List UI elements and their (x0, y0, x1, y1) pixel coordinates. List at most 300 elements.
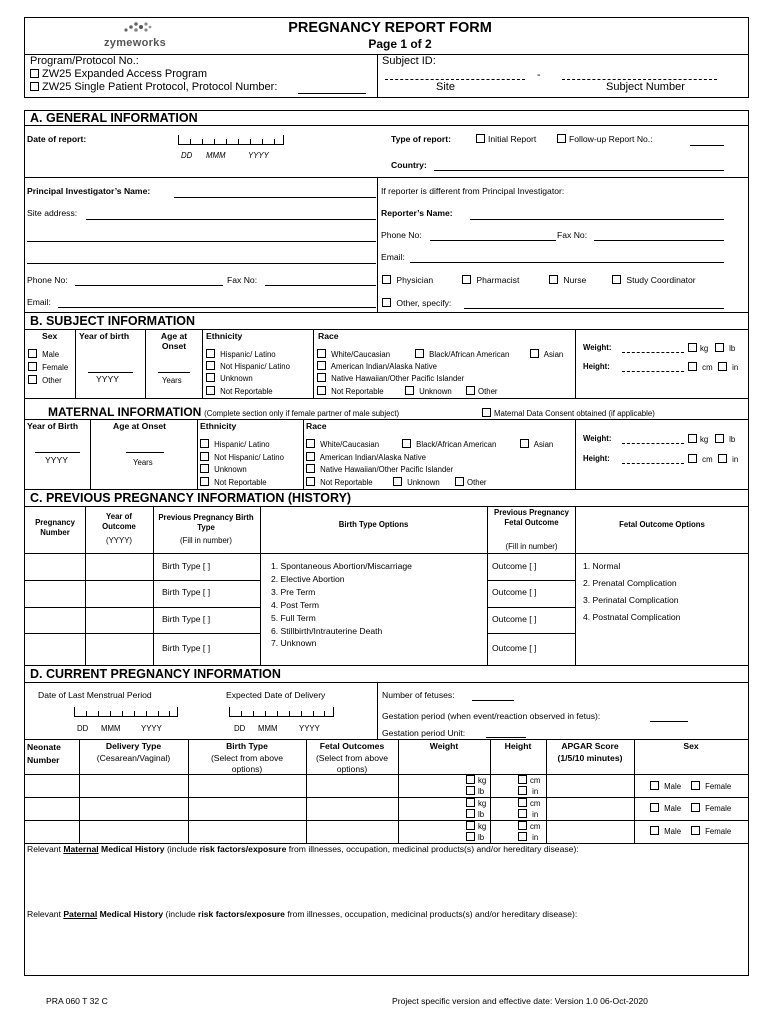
subject-id-label: Subject ID: (382, 55, 436, 67)
fetal-option-2: 2. Prenatal Complication (583, 578, 677, 588)
c-outcome-2[interactable]: Outcome [ ] (492, 587, 537, 597)
row1-male-checkbox[interactable] (650, 781, 659, 790)
pi-name-field[interactable] (174, 197, 376, 198)
race-white-label: White/Caucasian (331, 350, 391, 359)
row3-male-checkbox[interactable] (650, 826, 659, 835)
physician-checkbox[interactable] (382, 275, 391, 284)
mat-race-amind[interactable] (306, 452, 426, 462)
sex-female-checkbox[interactable] (28, 362, 37, 371)
weight-kg-label: kg (700, 344, 709, 353)
row1-in-label: in (532, 787, 539, 796)
c-birthtype-1[interactable]: Birth Type [ ] (162, 561, 211, 571)
site-address-field-2[interactable] (27, 241, 376, 242)
other-reporter-label: Other, specify: (396, 298, 452, 308)
followup-number-field[interactable] (690, 145, 724, 146)
other-reporter-field[interactable] (464, 308, 724, 309)
maternal-top (24, 398, 749, 399)
mat-race-black[interactable] (402, 439, 496, 449)
mat-eth-opt-1-checkbox[interactable] (200, 439, 209, 448)
race-white-checkbox[interactable] (317, 349, 326, 358)
num-fetuses-field[interactable] (472, 700, 514, 701)
paternal-history-label (27, 909, 577, 919)
row2-lb-checkbox[interactable] (466, 809, 475, 818)
paternal-history-title: Medical History (97, 909, 164, 919)
c-row3 (24, 633, 260, 634)
site-field[interactable] (385, 79, 525, 80)
mat-eth-opt-3-label: Unknown (214, 465, 247, 474)
c-outcome-4[interactable]: Outcome [ ] (492, 643, 537, 653)
nurse-label: Nurse (563, 275, 587, 285)
row2-female[interactable] (691, 803, 731, 813)
mat-race-hawaii[interactable] (306, 464, 453, 474)
mat-eth-opt-4-checkbox[interactable] (200, 477, 209, 486)
row3-lb[interactable] (466, 832, 484, 842)
c-h-fetal-sub: (Fill in number) (505, 542, 558, 551)
reporter-email-label: Email: (381, 252, 405, 262)
c-row2b (487, 607, 575, 608)
reporter-name-field[interactable] (470, 219, 724, 220)
race-unknown-checkbox[interactable] (405, 386, 414, 395)
row2-female-checkbox[interactable] (691, 803, 700, 812)
d-h-neonate: Neonate Number (27, 742, 61, 765)
row3-in-checkbox[interactable] (518, 832, 527, 841)
physician-label: Physician (396, 275, 434, 285)
sex-female-label: Female (42, 363, 69, 372)
initial-report-option[interactable] (476, 134, 536, 144)
c-birthtype-3[interactable]: Birth Type [ ] (162, 614, 211, 624)
mat-ethnicity-header: Ethnicity (200, 421, 237, 431)
race-black-checkbox[interactable] (415, 349, 424, 358)
row3-female[interactable] (691, 826, 731, 836)
mat-weight-kg-checkbox[interactable] (688, 434, 697, 443)
row2-cm-checkbox[interactable] (518, 798, 527, 807)
mat-weight-lb-checkbox[interactable] (715, 434, 724, 443)
section-a-rule (24, 125, 749, 126)
maternal-rule (24, 419, 749, 420)
row2-lb-label: lb (478, 810, 485, 819)
c-h-opts: Birth Type Options (338, 520, 409, 529)
paternal-history-field[interactable] (26, 922, 746, 974)
section-a-vdivider (377, 177, 378, 312)
row1-in[interactable] (518, 786, 538, 796)
race-black[interactable] (415, 349, 509, 359)
mat-weight-kg[interactable] (688, 434, 708, 444)
study-coord-checkbox[interactable] (612, 275, 621, 284)
eth-opt-2-checkbox[interactable] (206, 361, 215, 370)
row3-kg-checkbox[interactable] (466, 821, 475, 830)
site-address-field-1[interactable] (86, 219, 376, 220)
program-opt2-checkbox[interactable] (30, 82, 39, 91)
d-row2 (24, 820, 749, 821)
c-row1b (487, 580, 575, 581)
row3-cm-checkbox[interactable] (518, 821, 527, 830)
birth-option-4: 4. Post Term (271, 600, 320, 610)
race-hawaii-checkbox[interactable] (317, 373, 326, 382)
lmp-date-field[interactable] (74, 707, 178, 717)
followup-report-label: Follow-up Report No.: (569, 134, 653, 144)
mat-height-in[interactable] (718, 454, 738, 464)
header-vdivider (377, 54, 378, 98)
m-v1 (90, 419, 91, 489)
edd-date-field[interactable] (229, 707, 334, 717)
eth-opt-2-label: Not Hispanic/ Latino (220, 362, 290, 371)
sex-other-label: Other (42, 376, 62, 385)
d-v2 (188, 739, 189, 843)
row2-in-checkbox[interactable] (518, 809, 527, 818)
yob-field[interactable] (88, 372, 133, 373)
eth-opt-3-label: Unknown (220, 374, 253, 383)
pharmacist-option[interactable] (462, 275, 519, 285)
row2-cm-label: cm (530, 799, 541, 808)
lmp-mmm-hint: MMM (101, 724, 121, 733)
lmp-dd-hint: DD (77, 724, 89, 733)
race-other-label: Other (478, 387, 498, 396)
eth-opt-1[interactable] (206, 349, 276, 359)
race-asian-label: Asian (543, 350, 564, 359)
height-cm-checkbox[interactable] (688, 362, 697, 371)
row2-lb[interactable] (466, 809, 484, 819)
row1-kg-checkbox[interactable] (466, 775, 475, 784)
logo-text: zymeworks (104, 37, 167, 49)
section-d-top (24, 665, 749, 666)
row2-in-label: in (532, 810, 539, 819)
height-in-checkbox[interactable] (718, 362, 727, 371)
birth-option-3: 3. Pre Term (271, 587, 316, 597)
eth-opt-2[interactable] (206, 361, 290, 371)
form-title: PREGNANCY REPORT FORM (288, 20, 492, 36)
row2-kg-label: kg (478, 799, 487, 808)
row1-female-label: Female (705, 782, 732, 791)
paternal-history-word: Paternal (63, 909, 98, 919)
gestation-unit-field[interactable] (486, 737, 526, 738)
mat-yob-header: Year of Birth (27, 421, 79, 431)
d-h-birthtype: Birth Type (226, 741, 268, 751)
gestation-unit-label: Gestation period Unit: (382, 728, 466, 738)
edd-dd-hint: DD (234, 724, 246, 733)
row1-cm[interactable] (518, 775, 540, 785)
row1-female-checkbox[interactable] (691, 781, 700, 790)
country-field[interactable] (434, 170, 724, 171)
race-notrep[interactable] (317, 386, 384, 396)
section-c-rule (24, 506, 749, 507)
mat-race-white-checkbox[interactable] (306, 439, 315, 448)
row1-female[interactable] (691, 781, 731, 791)
version-info: Project specific version and effective date: Version 1.0 06-Oct-2020 (392, 996, 648, 1006)
reporter-fax-field[interactable] (594, 240, 724, 241)
row3-in[interactable] (518, 832, 538, 842)
c-birthtype-4[interactable]: Birth Type [ ] (162, 643, 211, 653)
mat-age-field[interactable] (126, 452, 164, 453)
row2-in[interactable] (518, 809, 538, 819)
maternal-history-pre: Relevant (27, 844, 64, 854)
initial-report-checkbox[interactable] (476, 134, 485, 143)
paternal-history-risk: risk factors/exposure (198, 909, 285, 919)
d-h-height: Height (504, 741, 532, 751)
row3-male-label: Male (664, 827, 682, 836)
row3-male[interactable] (650, 826, 681, 836)
race-amind[interactable] (317, 361, 437, 371)
race-unknown[interactable] (405, 386, 452, 396)
study-coord-option[interactable] (612, 275, 696, 285)
age-onset-field[interactable] (158, 372, 190, 373)
d-h-fetal-sub: (Select from above options) (315, 753, 389, 774)
pi-fax-field[interactable] (265, 285, 376, 286)
form-code: PRA 060 T 32 C (46, 996, 108, 1006)
mat-race-notrep-checkbox[interactable] (306, 477, 315, 486)
section-a-rule2 (24, 177, 749, 178)
gestation-field[interactable] (650, 721, 688, 722)
c-v1 (85, 506, 86, 665)
mat-height-label: Height: (583, 454, 610, 463)
race-other-checkbox[interactable] (466, 386, 475, 395)
mat-yob-field[interactable] (35, 452, 80, 453)
d-h-birthtype-sub: (Select from above options) (210, 753, 284, 774)
race-notrep-label: Not Reportable (331, 387, 384, 396)
c-v5 (575, 506, 576, 665)
date-yyyy-hint: YYYY (248, 151, 269, 160)
age-years-hint: Years (162, 376, 182, 385)
mat-race-unknown[interactable] (393, 477, 440, 487)
mat-height-cm-checkbox[interactable] (688, 454, 697, 463)
section-c-title: C. PREVIOUS PREGNANCY INFORMATION (HISTORY) (30, 491, 352, 505)
fetal-option-3: 3. Perinatal Complication (583, 595, 679, 605)
row3-cm[interactable] (518, 821, 540, 831)
mat-eth-opt-2[interactable] (200, 452, 284, 462)
mat-height-cm-label: cm (702, 455, 713, 464)
maternal-history-post: from illnesses, occupation, medicinal products(s) and/or hereditary disease): (286, 844, 579, 854)
protocol-number-field[interactable] (298, 93, 366, 94)
pi-phone-field[interactable] (75, 285, 223, 286)
row3-lb-label: lb (478, 833, 485, 842)
section-d-rule (24, 682, 749, 683)
row2-kg[interactable] (466, 798, 486, 808)
mat-height-field[interactable] (622, 463, 684, 464)
section-c-top (24, 489, 749, 490)
mat-weight-field[interactable] (622, 443, 684, 444)
site-address-field-3[interactable] (27, 263, 376, 264)
program-opt1[interactable] (30, 68, 207, 80)
mat-height-in-checkbox[interactable] (718, 454, 727, 463)
mat-eth-opt-2-label: Not Hispanic/ Latino (214, 453, 284, 462)
section-b-title: B. SUBJECT INFORMATION (30, 314, 196, 328)
row1-lb[interactable] (466, 786, 484, 796)
mat-weight-lb-label: lb (729, 435, 736, 444)
race-amind-label: American Indian/Alaska Native (330, 362, 437, 371)
row1-cm-label: cm (530, 776, 541, 785)
mat-race-black-checkbox[interactable] (402, 439, 411, 448)
num-fetuses-label: Number of fetuses: (382, 690, 455, 700)
row3-in-label: in (532, 833, 539, 842)
sex-male-label: Male (42, 350, 60, 359)
section-b-rule (24, 329, 749, 330)
race-white[interactable] (317, 349, 390, 359)
race-notrep-checkbox[interactable] (317, 386, 326, 395)
date-of-report-field[interactable] (178, 135, 284, 145)
row1-kg[interactable] (466, 775, 486, 785)
mat-race-other-checkbox[interactable] (455, 477, 464, 486)
edd-label: Expected Date of Delivery (226, 690, 326, 700)
mat-eth-opt-1-label: Hispanic/ Latino (214, 440, 270, 449)
subject-number-field[interactable] (562, 79, 717, 80)
site-label: Site (436, 81, 455, 93)
nurse-checkbox[interactable] (549, 275, 558, 284)
row3-kg-label: kg (478, 822, 487, 831)
mat-weight-lb[interactable] (715, 434, 735, 444)
mat-race-hawaii-checkbox[interactable] (306, 464, 315, 473)
race-other[interactable] (466, 386, 498, 396)
other-reporter-option[interactable] (382, 298, 451, 308)
maternal-consent-checkbox[interactable] (482, 408, 491, 417)
mat-race-amind-checkbox[interactable] (306, 452, 315, 461)
b-v3 (202, 329, 203, 398)
race-hawaii[interactable] (317, 373, 464, 383)
birth-option-6: 6. Stillbirth/Intrauterine Death (271, 626, 383, 636)
c-v2 (153, 506, 154, 665)
row2-male-label: Male (664, 804, 682, 813)
weight-kg-checkbox[interactable] (688, 343, 697, 352)
weight-field[interactable] (622, 352, 684, 353)
row2-kg-checkbox[interactable] (466, 798, 475, 807)
mat-race-other[interactable] (455, 477, 487, 487)
maternal-history-word: Maternal (63, 844, 99, 854)
mat-eth-opt-4-label: Not Reportable (214, 478, 267, 487)
subject-number-label: Subject Number (606, 81, 685, 93)
row3-female-label: Female (705, 827, 732, 836)
eth-opt-3[interactable] (206, 373, 253, 383)
weight-lb-checkbox[interactable] (715, 343, 724, 352)
c-h-birth-sub: (Fill in number) (180, 536, 232, 545)
weight-lb-label: lb (729, 344, 736, 353)
row2-male-checkbox[interactable] (650, 803, 659, 812)
row1-male[interactable] (650, 781, 681, 791)
race-amind-checkbox[interactable] (317, 361, 326, 370)
c-h-number: Pregnancy Number (35, 518, 75, 537)
reporter-email-field[interactable] (410, 262, 724, 263)
birth-option-5: 5. Full Term (271, 613, 316, 623)
sex-male-option[interactable] (28, 349, 59, 359)
yob-header: Year of birth (79, 331, 130, 341)
mat-race-notrep[interactable] (306, 477, 373, 487)
m-v4 (575, 419, 576, 489)
row3-lb-checkbox[interactable] (466, 832, 475, 841)
d-v4 (398, 739, 399, 843)
race-unknown-label: Unknown (419, 387, 452, 396)
reporter-phone-label: Phone No: (381, 230, 422, 240)
sex-other-checkbox[interactable] (28, 375, 37, 384)
mat-weight-label: Weight: (583, 434, 612, 443)
mat-race-asian-checkbox[interactable] (520, 439, 529, 448)
eth-opt-1-checkbox[interactable] (206, 349, 215, 358)
row2-male[interactable] (650, 803, 681, 813)
edd-mmm-hint: MMM (258, 724, 278, 733)
followup-report-checkbox[interactable] (557, 134, 566, 143)
mat-age-header: Age at Onset (113, 421, 167, 431)
height-in[interactable] (718, 362, 738, 372)
other-reporter-checkbox[interactable] (382, 298, 391, 307)
row1-cm-checkbox[interactable] (518, 775, 527, 784)
program-opt2[interactable] (30, 81, 277, 93)
row1-kg-label: kg (478, 776, 487, 785)
row2-cm[interactable] (518, 798, 540, 808)
c-v3 (260, 506, 261, 665)
study-coord-label: Study Coordinator (626, 275, 696, 285)
mat-race-unknown-checkbox[interactable] (393, 477, 402, 486)
reporter-fax-label: Fax No: (557, 230, 588, 240)
program-opt2-label: ZW25 Single Patient Protocol, Protocol Number: (42, 81, 278, 93)
edd-yyyy-hint: YYYY (299, 724, 320, 733)
d-h-delivery: Delivery Type (105, 741, 162, 751)
row2-female-label: Female (705, 804, 732, 813)
nurse-option[interactable] (549, 275, 586, 285)
race-asian-checkbox[interactable] (530, 349, 539, 358)
eth-opt-3-checkbox[interactable] (206, 373, 215, 382)
sex-other-option[interactable] (28, 375, 62, 385)
followup-report-option[interactable] (557, 134, 653, 144)
mat-race-amind-label: American Indian/Alaska Native (319, 453, 426, 462)
c-outcome-1[interactable]: Outcome [ ] (492, 561, 537, 571)
height-cm[interactable] (688, 362, 713, 372)
mat-eth-opt-3-checkbox[interactable] (200, 464, 209, 473)
fetal-option-1: 1. Normal (583, 561, 621, 571)
d-h-fetal: Fetal Outcomes (319, 741, 385, 751)
mat-race-asian[interactable] (520, 439, 553, 449)
c-birthtype-2[interactable]: Birth Type [ ] (162, 587, 211, 597)
pi-email-field[interactable] (58, 307, 376, 308)
sex-male-checkbox[interactable] (28, 349, 37, 358)
weight-kg[interactable] (688, 343, 708, 353)
c-h-year-sub: (YYYY) (106, 536, 132, 545)
m-v3 (303, 419, 304, 489)
mat-eth-opt-3[interactable] (200, 464, 247, 474)
program-opt1-checkbox[interactable] (30, 69, 39, 78)
maternal-history-field[interactable] (26, 857, 746, 907)
reporter-phone-field[interactable] (430, 240, 556, 241)
sex-female-option[interactable] (28, 362, 68, 372)
mat-height-cm[interactable] (688, 454, 713, 464)
mat-race-white[interactable] (306, 439, 379, 449)
physician-option[interactable] (382, 275, 433, 285)
c-outcome-3[interactable]: Outcome [ ] (492, 614, 537, 624)
weight-lb[interactable] (715, 343, 735, 353)
mat-eth-opt-2-checkbox[interactable] (200, 452, 209, 461)
paternal-history-mid: (include (163, 909, 199, 919)
d-h-apgar: APGAR Score (561, 741, 619, 751)
row3-female-checkbox[interactable] (691, 826, 700, 835)
c-row1 (24, 580, 260, 581)
paternal-history-post: from illnesses, occupation, medicinal products(s) and/or hereditary disease): (284, 909, 578, 919)
row1-in-checkbox[interactable] (518, 786, 527, 795)
d-v5 (490, 739, 491, 843)
mat-eth-opt-1[interactable] (200, 439, 270, 449)
mat-eth-opt-4[interactable] (200, 477, 267, 487)
maternal-heading (48, 405, 399, 419)
row3-kg[interactable] (466, 821, 486, 831)
gestation-label: Gestation period (when event/reaction observed in fetus): (382, 711, 601, 721)
eth-opt-4[interactable] (206, 386, 273, 396)
section-d-title: D. CURRENT PREGNANCY INFORMATION (30, 667, 281, 681)
height-field[interactable] (622, 371, 684, 372)
m-v2 (197, 419, 198, 489)
race-asian[interactable] (530, 349, 563, 359)
row1-lb-checkbox[interactable] (466, 786, 475, 795)
eth-opt-4-checkbox[interactable] (206, 386, 215, 395)
maternal-history-title: Medical History (98, 844, 165, 854)
mat-race-unknown-label: Unknown (407, 478, 440, 487)
c-row3b (487, 633, 575, 634)
pharmacist-checkbox[interactable] (462, 275, 471, 284)
maternal-consent-option[interactable] (482, 408, 655, 418)
pi-email-label: Email: (27, 297, 51, 307)
